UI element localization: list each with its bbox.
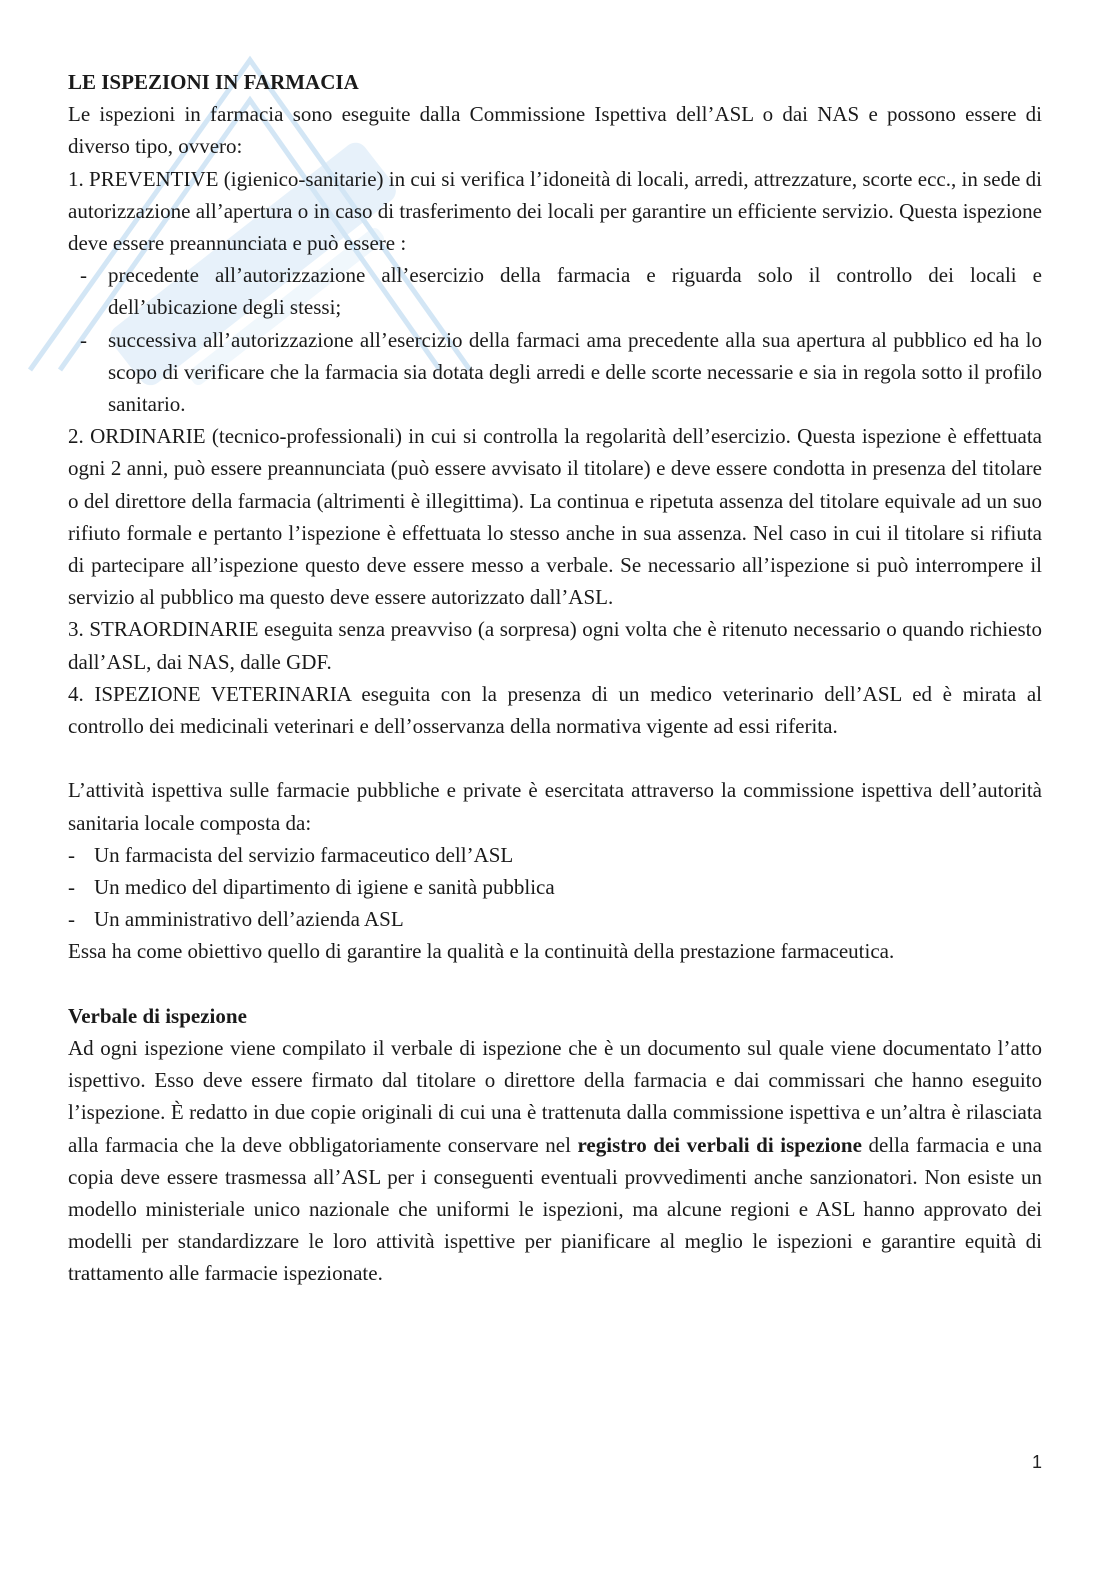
- item-extraordinary: 3. STRAORDINARIE eseguita senza preavviso (a sorpresa) ogni volta che è ritenuto necessario o quando richiesto dall’ASL, dai NAS, dalle GDF.: [68, 617, 1042, 674]
- paragraph-gap: [68, 742, 1042, 774]
- page-number: 1: [1031, 1452, 1042, 1472]
- intro-paragraph: Le ispezioni in farmacia sono eseguite dalla Commissione Ispettiva dell’ASL o dai NAS e possono essere di diverso tipo, ovvero:: [68, 102, 1042, 159]
- commission-intro: L’attività ispettiva sulle farmacie pubbliche e private è esercitata attraverso la commissione ispettiva dell’autorità sanitaria locale composta da:: [68, 778, 1042, 835]
- item-preventive: 1. PREVENTIVE (igienico-sanitarie) in cui si verifica l’idoneità di locali, arredi, attrezzature, scorte ecc., in sede di autorizzazione all’apertura o in caso di trasferimento dei locali per garantire un efficiente servizio. Questa ispezione deve essere preannunciata e può essere :: [68, 166, 1042, 256]
- dash-bullet: -: [68, 907, 75, 932]
- verbale-bold-term: registro dei verbali di ispezione: [577, 1132, 862, 1157]
- commission-members: [68, 839, 1042, 936]
- list-item: [68, 259, 1042, 323]
- section-heading: Verbale di ispezione: [68, 1003, 247, 1028]
- dash-bullet: -: [80, 327, 87, 352]
- dash-bullet: -: [68, 875, 75, 900]
- item-ordinary: 2. ORDINARIE (tecnico-professionali) in cui si controlla la regolarità dell’esercizio. Questa ispezione è effettuata ogni 2 anni, può essere preannunciata (può essere avvisato il titolare) e deve essere condotta in presenza del titolare o del direttore della farmacia (altrimenti è illegittima). La continua e ripetuta assenza del titolare equivale ad un suo rifiuto formale e pertanto l’ispezione è effettuata lo stesso anche in sua assenza. Nel caso in cui il titolare si rifiuta di partecipare all’ispezione questo deve essere messo a verbale. Se necessario all’ispezione si può interrompere il servizio al pubblico ma questo deve essere autorizzato dall’ASL.: [68, 424, 1042, 610]
- dash-bullet: -: [80, 263, 87, 288]
- list-item: [68, 324, 1042, 421]
- commission-goal: Essa ha come obiettivo quello di garantire la qualità e la continuità della prestazione farmaceutica.: [68, 939, 895, 964]
- list-item-text: precedente all’autorizzazione all’esercizio della farmacia e riguarda solo il controllo dei locali e dell’ubicazione degli stessi;: [108, 263, 1042, 320]
- verbale-text-part: Ad ogni ispezione viene compilato il verbale di ispezione che è un documento sul quale viene documentato l’atto ispettivo. Esso deve essere firmato dal titolare o direttore della farmacia e dai commissari che hanno eseguito l’ispezione. È redatto in due copie originali di cui una è trattenuta dalla commissione ispettiva e un’altra è rilasciata alla farmacia che la deve obbligatoriamente conservare nel: [68, 1036, 1042, 1157]
- preventive-subitems: [68, 259, 1042, 420]
- list-item-text: successiva all’autorizzazione all’esercizio della farmaci ama precedente alla sua apertura al pubblico ed ha lo scopo di verificare che la farmacia sia dotata degli arredi e delle scorte necessarie e sia in regola sotto il profilo sanitario.: [108, 327, 1042, 417]
- verbale-paragraph: [68, 1032, 1042, 1290]
- document-title: LE ISPEZIONI IN FARMACIA: [68, 70, 359, 94]
- paragraph-gap: [68, 968, 1042, 1000]
- dash-bullet: -: [68, 842, 75, 867]
- item-veterinary: 4. ISPEZIONE VETERINARIA eseguita con la presenza di un medico veterinario dell’ASL ed è mirata al controllo dei medicinali veterinari e dell’osservanza della normativa vigente ad essi riferita.: [68, 681, 1042, 739]
- list-item-text: Un amministrativo dell’azienda ASL: [94, 907, 404, 932]
- list-item-text: Un medico del dipartimento di igiene e sanità pubblica: [94, 875, 555, 900]
- verbale-text-part: della farmacia e una copia deve essere trasmessa all’ASL per i conseguenti eventuali provvedimenti anche sanzionatori. Non esiste un modello ministeriale unico nazionale che uniformi le ispezioni, ma alcune regioni e ASL hanno approvato dei modelli per standardizzare le loro attività ispettive per pianificare al meglio le ispezioni e garantire equità di trattamento alle farmacie ispezionate.: [68, 1132, 1042, 1286]
- list-item-text: Un farmacista del servizio farmaceutico dell’ASL: [94, 842, 514, 867]
- document-page: [68, 66, 1042, 1290]
- list-item: [68, 839, 1042, 871]
- list-item: [68, 903, 1042, 935]
- list-item: [68, 871, 1042, 903]
